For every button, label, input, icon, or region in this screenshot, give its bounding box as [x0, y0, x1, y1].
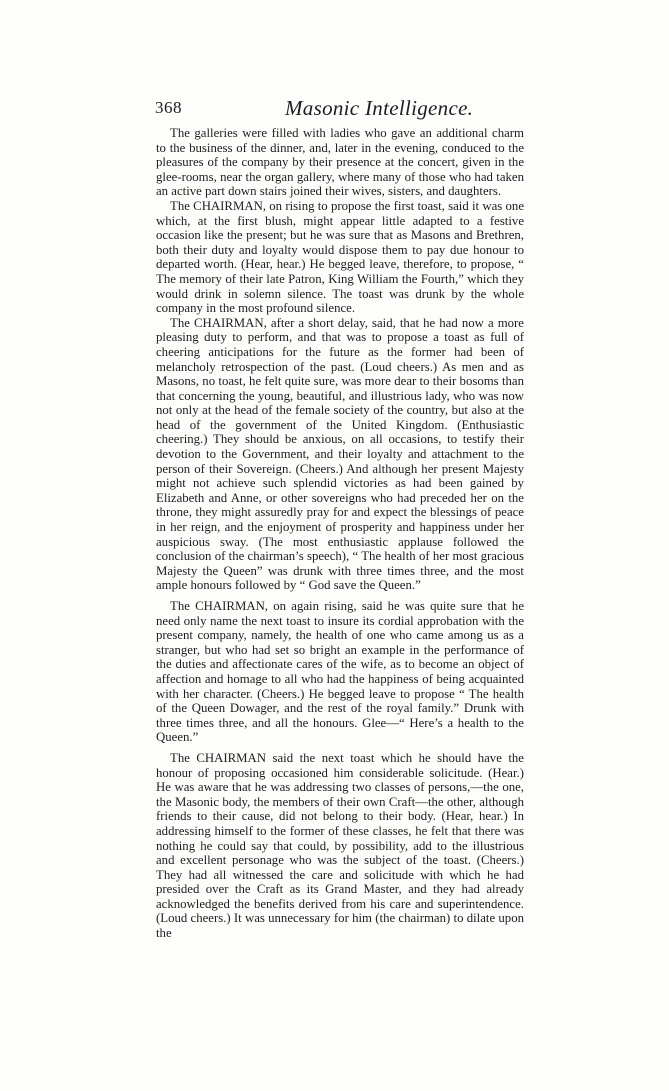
paragraph-first-toast: The CHAIRMAN, on rising to propose the first toast, said it was one which, at the first blush, might appear little adapted to a festive occasion like the present; but he was sure that as Masons and Brethren, both their duty and loyalty would dispose them to pay due honour to departed worth. (Hear, hear.) He begged leave, therefore, to propose, “ The memory of their late Patron, King William the Fourth,” which they would drink in solemn silence. The toast was drunk by the whole company in the most profound silence.	[156, 198, 524, 316]
paragraph-queen-dowager-toast: The CHAIRMAN, on again rising, said he was quite sure that he need only name the next toast to insure its cordial approbation with the present company, namely, the health of one who came among us as a stranger, but who had set so bright an example in the performance of the duties and affectionate cares of the wife, as to become an object of affection and homage to all who had the happiness of being acquainted with her character. (Cheers.) He begged leave to propose “ The health of the Queen Dowager, and the rest of the royal family.” Drunk with three times three, and all the honours. Glee—“ Here’s a health to the Queen.”	[156, 599, 524, 745]
page-number: 368	[155, 98, 182, 117]
paragraph-grand-master-toast: The CHAIRMAN said the next toast which he should have the honour of proposing occasioned him considerable solicitude. (Hear.) He was aware that he was addressing two classes of persons,—the one, the Masonic body, the members of their own Craft—the other, although friends to their cause, did not belong to their body. (Hear, hear.) In addressing himself to the former of these classes, he felt that there was nothing he could say that could, by possibility, add to the illustrious and excellent personage who was the subject of the toast. (Cheers.) They had all witnessed the care and solicitude with which he had presided over the Craft as its Grand Master, and they had already acknowledged the benefits derived from his care and superintendence. (Loud cheers.) It was unnecessary for him (the chairman) to dilate upon the	[156, 750, 524, 941]
paragraph-queen-toast: The CHAIRMAN, after a short delay, said, that he had now a more pleasing duty to perform, and that was to propose a toast as full of cheering anticipations for the future as the former had been of melancholy retrospection of the past. (Loud cheers.) As men and as Masons, no toast, he felt quite sure, was more dear to their bosoms than that concerning the young, beautiful, and illustrious lady, who was now not only at the head of the female society of the country, but also at the head of the government of the United Kingdom. (Enthusiastic cheering.) They should be anxious, on all occasions, to testify their devotion to the Government, and their loyalty and attachment to the person of their Sovereign. (Cheers.) And although her present Majesty might not achieve such splendid victories as had been gained by Elizabeth and Anne, or other sovereigns who had preceded her on the throne, they might assuredly pray for and expect the blessings of peace in her reign, and the enjoyment of prosperity and happiness under her auspicious sway. (The most enthusiastic applause followed the conclusion of the chairman’s speech), “ The health of her most gracious Majesty the Queen” was drunk with three times three, and the most ample honours followed by “ God save the Queen.”	[156, 315, 524, 593]
paragraph-galleries: The galleries were filled with ladies who gave an additional charm to the business of the dinner, and, later in the evening, conduced to the pleasures of the company by their presence at the concert, given in the glee-rooms, near the organ gallery, where many of those who had taken an active part down stairs joined their wives, sisters, and daughters.	[156, 126, 524, 199]
body-text	[156, 126, 524, 941]
page-header	[155, 98, 525, 126]
running-title: Masonic Intelligence.	[285, 96, 474, 120]
